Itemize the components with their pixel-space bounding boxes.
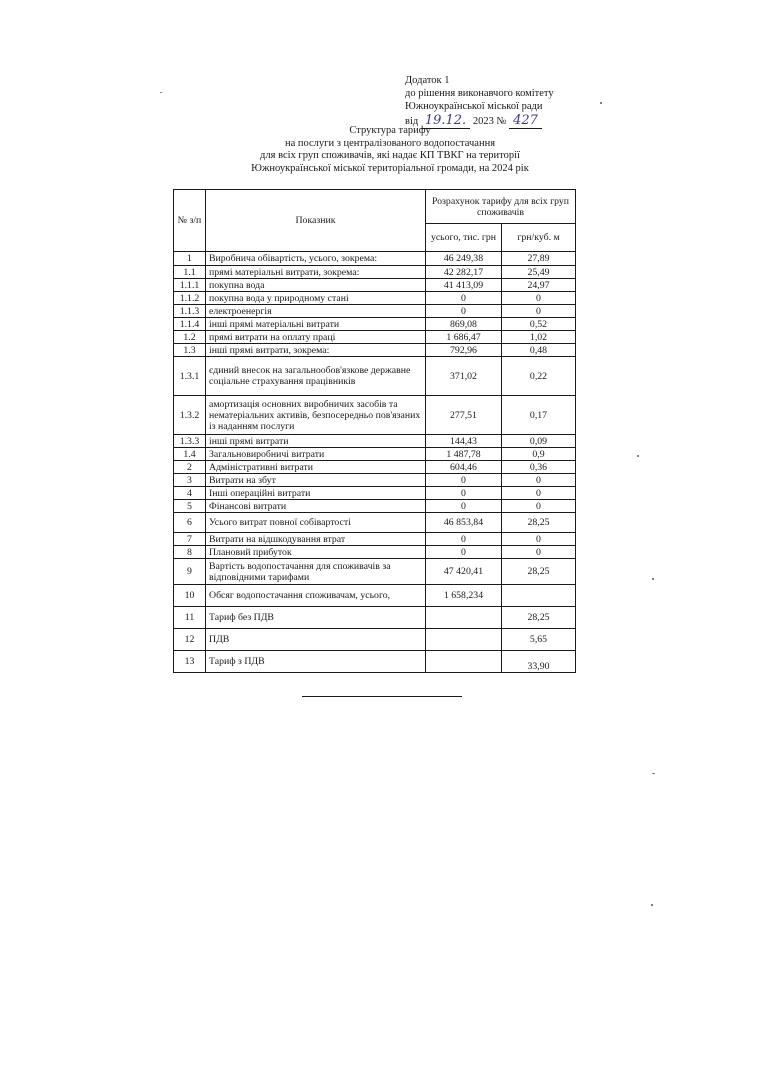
row-indicator: Усього витрат повної собівартості — [206, 513, 426, 533]
row-number: 1.1.3 — [174, 305, 206, 318]
row-indicator: прямі матеріальні витрати, зокрема: — [206, 266, 426, 279]
row-number: 9 — [174, 559, 206, 585]
row-per-unit — [502, 585, 576, 607]
row-per-unit: 0 — [502, 546, 576, 559]
row-total: 41 413,09 — [426, 279, 502, 292]
row-number: 1.3 — [174, 344, 206, 357]
row-number: 11 — [174, 607, 206, 629]
row-indicator: єдиний внесок на загальнообов'язкове державне соціальне страхування працівників — [206, 357, 426, 396]
annex-label: Додаток 1 — [405, 75, 450, 86]
row-number: 1.4 — [174, 448, 206, 461]
annex-council: Южноукраїнської міської ради — [405, 101, 543, 113]
row-number: 12 — [174, 629, 206, 651]
row-total: 47 420,41 — [426, 559, 502, 585]
row-per-unit: 33,90 — [502, 651, 576, 673]
scan-speck — [600, 102, 602, 104]
row-indicator: Адміністративні витрати — [206, 461, 426, 474]
row-per-unit: 0 — [502, 500, 576, 513]
row-number: 13 — [174, 651, 206, 673]
row-indicator: Вартість водопостачання для споживачів за відповідними тарифами — [206, 559, 426, 585]
row-per-unit: 0,36 — [502, 461, 576, 474]
row-indicator: Обсяг водопостачання споживачам, усього, — [206, 585, 426, 607]
row-number: 5 — [174, 500, 206, 513]
row-number: 1.3.2 — [174, 396, 206, 435]
table-row — [174, 474, 576, 487]
row-total: 0 — [426, 533, 502, 546]
row-total: 0 — [426, 546, 502, 559]
table-row — [174, 344, 576, 357]
table-row — [174, 252, 576, 266]
row-per-unit: 0 — [502, 292, 576, 305]
row-per-unit: 24,97 — [502, 279, 576, 292]
row-indicator: Плановий прибуток — [206, 546, 426, 559]
row-total: 604,46 — [426, 461, 502, 474]
row-indicator: покупна вода — [206, 279, 426, 292]
row-total: 0 — [426, 500, 502, 513]
row-indicator: Загальновиробничі витрати — [206, 448, 426, 461]
row-total: 869,08 — [426, 318, 502, 331]
row-number: 1.1.4 — [174, 318, 206, 331]
row-per-unit: 0,48 — [502, 344, 576, 357]
title-line: Южноукраїнської міської територіальної громади, на 2024 рік — [251, 162, 529, 174]
row-per-unit: 0,22 — [502, 357, 576, 396]
row-number: 7 — [174, 533, 206, 546]
row-indicator: інші прямі витрати — [206, 435, 426, 448]
row-number: 2 — [174, 461, 206, 474]
tariff-structure-table — [173, 189, 576, 673]
row-number: 3 — [174, 474, 206, 487]
row-indicator: інші прямі матеріальні витрати — [206, 318, 426, 331]
table-row — [174, 266, 576, 279]
row-total — [426, 629, 502, 651]
row-total: 1 658,234 — [426, 585, 502, 607]
row-total: 0 — [426, 487, 502, 500]
signature-line — [302, 696, 462, 697]
row-indicator: інші прямі витрати, зокрема: — [206, 344, 426, 357]
row-indicator: амортизація основних виробничих засобів та нематеріальних активів, безпосередньо пов'язаних із наданням послуги — [206, 396, 426, 435]
row-per-unit: 0,17 — [502, 396, 576, 435]
table-row — [174, 279, 576, 292]
row-total: 46 249,38 — [426, 252, 502, 266]
table-row — [174, 546, 576, 559]
table-row — [174, 331, 576, 344]
document-title — [180, 125, 600, 175]
row-number: 1 — [174, 252, 206, 266]
row-per-unit: 0 — [502, 487, 576, 500]
handwritten-number: 427 — [509, 113, 542, 129]
table-row — [174, 559, 576, 585]
row-total: 42 282,17 — [426, 266, 502, 279]
row-per-unit: 0 — [502, 305, 576, 318]
row-indicator: Витрати на збут — [206, 474, 426, 487]
row-total: 46 853,84 — [426, 513, 502, 533]
row-number: 1.1 — [174, 266, 206, 279]
row-indicator: покупна вода у природному стані — [206, 292, 426, 305]
row-total: 0 — [426, 292, 502, 305]
table-row — [174, 357, 576, 396]
row-total — [426, 607, 502, 629]
row-total: 1 686,47 — [426, 331, 502, 344]
header-indicator: Показник — [206, 190, 426, 252]
header-number: № з/п — [174, 190, 206, 252]
table-row — [174, 629, 576, 651]
row-indicator: Інші операційні витрати — [206, 487, 426, 500]
scan-speck — [652, 773, 655, 774]
title-line: Структура тарифу — [349, 125, 431, 136]
row-per-unit: 28,25 — [502, 559, 576, 585]
row-total: 277,51 — [426, 396, 502, 435]
table-row — [174, 305, 576, 318]
row-indicator: прямі витрати на оплату праці — [206, 331, 426, 344]
row-number: 4 — [174, 487, 206, 500]
row-indicator: Тариф без ПДВ — [206, 607, 426, 629]
row-total: 144,43 — [426, 435, 502, 448]
row-per-unit: 5,65 — [502, 629, 576, 651]
table-row — [174, 585, 576, 607]
handwritten-date: 19.12. — [421, 113, 470, 129]
row-number: 1.3.1 — [174, 357, 206, 396]
annex-year: 2023 № — [472, 115, 507, 127]
row-indicator: Витрати на відшкодування втрат — [206, 533, 426, 546]
row-indicator: електроенергія — [206, 305, 426, 318]
table-row — [174, 513, 576, 533]
row-per-unit: 0,52 — [502, 318, 576, 331]
table-row — [174, 651, 576, 673]
row-total: 1 487,78 — [426, 448, 502, 461]
row-number: 1.1.2 — [174, 292, 206, 305]
table-row — [174, 435, 576, 448]
row-number: 1.3.3 — [174, 435, 206, 448]
row-per-unit: 0 — [502, 533, 576, 546]
scan-speck — [651, 904, 653, 906]
scan-speck — [652, 578, 654, 580]
row-indicator: ПДВ — [206, 629, 426, 651]
row-number: 10 — [174, 585, 206, 607]
row-per-unit: 1,02 — [502, 331, 576, 344]
table-row — [174, 318, 576, 331]
table-row — [174, 607, 576, 629]
title-line: для всіх груп споживачів, які надає КП ТВКГ на території — [260, 150, 520, 162]
scan-speck — [637, 455, 639, 457]
table-row — [174, 461, 576, 474]
row-total: 371,02 — [426, 357, 502, 396]
table-row — [174, 533, 576, 546]
row-number: 6 — [174, 513, 206, 533]
row-total: 0 — [426, 305, 502, 318]
row-total: 0 — [426, 474, 502, 487]
row-total — [426, 651, 502, 673]
row-number: 8 — [174, 546, 206, 559]
row-number: 1.2 — [174, 331, 206, 344]
row-indicator: Виробнича обівартість, усього, зокрема: — [206, 252, 426, 266]
row-per-unit: 27,89 — [502, 252, 576, 266]
row-indicator: Тариф з ПДВ — [206, 651, 426, 673]
header-tariff-calc: Розрахунок тарифу для всіх груп споживачів — [426, 190, 576, 224]
table-row — [174, 396, 576, 435]
row-total: 792,96 — [426, 344, 502, 357]
row-indicator: Фінансові витрати — [206, 500, 426, 513]
table-row — [174, 500, 576, 513]
table-row — [174, 487, 576, 500]
annex-decision: до рішення виконавчого комітету — [405, 88, 554, 100]
table-row — [174, 448, 576, 461]
row-per-unit: 25,49 — [502, 266, 576, 279]
row-per-unit: 28,25 — [502, 513, 576, 533]
row-per-unit: 0,9 — [502, 448, 576, 461]
header-total: усього, тис. грн — [426, 224, 502, 252]
row-number: 1.1.1 — [174, 279, 206, 292]
row-per-unit: 28,25 — [502, 607, 576, 629]
table-row — [174, 292, 576, 305]
annex-date-prefix: від — [405, 115, 419, 127]
title-line: на послуги з централізованого водопостачання — [284, 137, 496, 149]
annex-header — [405, 74, 554, 128]
row-per-unit: 0,09 — [502, 435, 576, 448]
scan-speck — [160, 92, 162, 93]
header-per-unit: грн/куб. м — [502, 224, 576, 252]
row-per-unit: 0 — [502, 474, 576, 487]
